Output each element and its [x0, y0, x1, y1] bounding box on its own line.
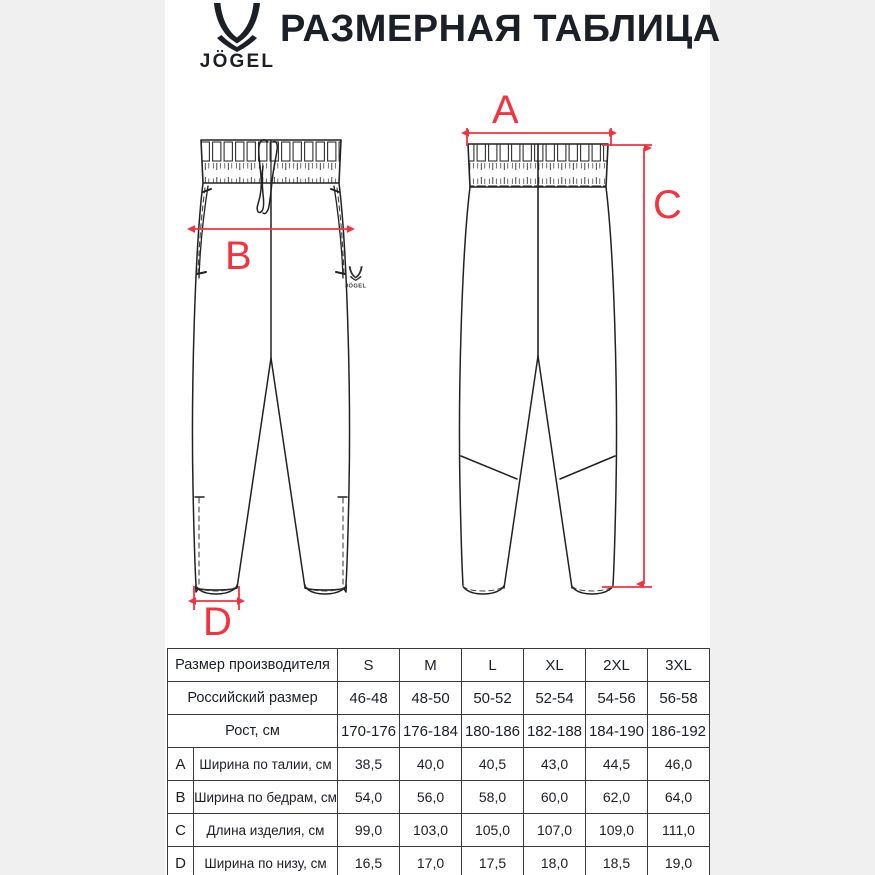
- row-letter: B: [168, 781, 194, 814]
- cell-value: 19,0: [648, 847, 710, 875]
- row-label: Ширина по талии, см: [194, 748, 338, 781]
- cell-value: 186-192: [648, 715, 710, 748]
- cell-value: 46-48: [338, 682, 400, 715]
- cell-value: 105,0: [462, 814, 524, 847]
- row-letter: C: [168, 814, 194, 847]
- cell-value: 40,5: [462, 748, 524, 781]
- page-title: РАЗМЕРНАЯ ТАБЛИЦА: [280, 8, 721, 50]
- cell-value: 44,5: [586, 748, 648, 781]
- brand-logo: [190, 2, 285, 84]
- cell-value: 60,0: [524, 781, 586, 814]
- table-row-height: [168, 715, 710, 748]
- cell-size-s: S: [338, 649, 400, 682]
- cell-value: 176-184: [400, 715, 462, 748]
- cell-value: 52-54: [524, 682, 586, 715]
- cell-value: 17,0: [400, 847, 462, 875]
- measurement-label-B: B: [225, 234, 252, 278]
- cell-size-3xl: 3XL: [648, 649, 710, 682]
- cell-value: 56,0: [400, 781, 462, 814]
- brand-wordmark: JÖGEL: [199, 51, 276, 72]
- measurement-label-D: D: [203, 600, 232, 644]
- cell-value: 54,0: [338, 781, 400, 814]
- cell-value: 109,0: [586, 814, 648, 847]
- cell-size-xl: XL: [524, 649, 586, 682]
- cell-size-2xl: 2XL: [586, 649, 648, 682]
- cell-value: 17,5: [462, 847, 524, 875]
- cell-value: 54-56: [586, 682, 648, 715]
- cell-value: 107,0: [524, 814, 586, 847]
- cell-value: 40,0: [400, 748, 462, 781]
- row-label: Рост, см: [168, 715, 338, 748]
- cell-value: 111,0: [648, 814, 710, 847]
- table-row-bottom-width: [168, 847, 710, 875]
- cell-value: 64,0: [648, 781, 710, 814]
- cell-value: 46,0: [648, 748, 710, 781]
- cell-value: 103,0: [400, 814, 462, 847]
- svg-text:JÖGEL: JÖGEL: [344, 283, 367, 290]
- technical-drawing: [165, 88, 710, 648]
- measurement-line-C: [602, 145, 652, 587]
- size-table: [167, 648, 710, 875]
- cell-value: 48-50: [400, 682, 462, 715]
- back-pants-drawing: [459, 140, 616, 594]
- cell-value: 58,0: [462, 781, 524, 814]
- measurement-label-A: A: [492, 88, 519, 132]
- cell-value: 16,5: [338, 847, 400, 875]
- garment-jogel-logo-icon: [345, 266, 367, 289]
- cell-value: 182-188: [524, 715, 586, 748]
- cell-value: 43,0: [524, 748, 586, 781]
- cell-value: 99,0: [338, 814, 400, 847]
- row-label: Ширина по низу, см: [194, 847, 338, 875]
- row-letter: A: [168, 748, 194, 781]
- row-letter: D: [168, 847, 194, 875]
- cell-value: 38,5: [338, 748, 400, 781]
- cell-size-m: M: [400, 649, 462, 682]
- table-row-waist-width: [168, 748, 710, 781]
- cell-size-l: L: [462, 649, 524, 682]
- measurement-label-C: C: [653, 183, 682, 227]
- header: [165, 0, 721, 95]
- cell-value: 180-186: [462, 715, 524, 748]
- table-row-hip-width: [168, 781, 710, 814]
- table-row-product-length: [168, 814, 710, 847]
- cell-value: 170-176: [338, 715, 400, 748]
- cell-value: 18,5: [586, 847, 648, 875]
- row-label: Размер производителя: [168, 649, 338, 682]
- cell-value: 18,0: [524, 847, 586, 875]
- cell-value: 62,0: [586, 781, 648, 814]
- front-pants-drawing: [192, 136, 349, 594]
- measurement-annotations: [194, 128, 652, 610]
- table-row-russian-size: [168, 682, 710, 715]
- cell-value: 184-190: [586, 715, 648, 748]
- row-label: Длина изделия, см: [194, 814, 338, 847]
- row-label: Ширина по бедрам, см: [194, 781, 338, 814]
- jogel-ribbon-logo-icon: [208, 2, 266, 54]
- table-row-manufacturer-size: [168, 649, 710, 682]
- cell-value: 56-58: [648, 682, 710, 715]
- cell-value: 50-52: [462, 682, 524, 715]
- row-label: Российский размер: [168, 682, 338, 715]
